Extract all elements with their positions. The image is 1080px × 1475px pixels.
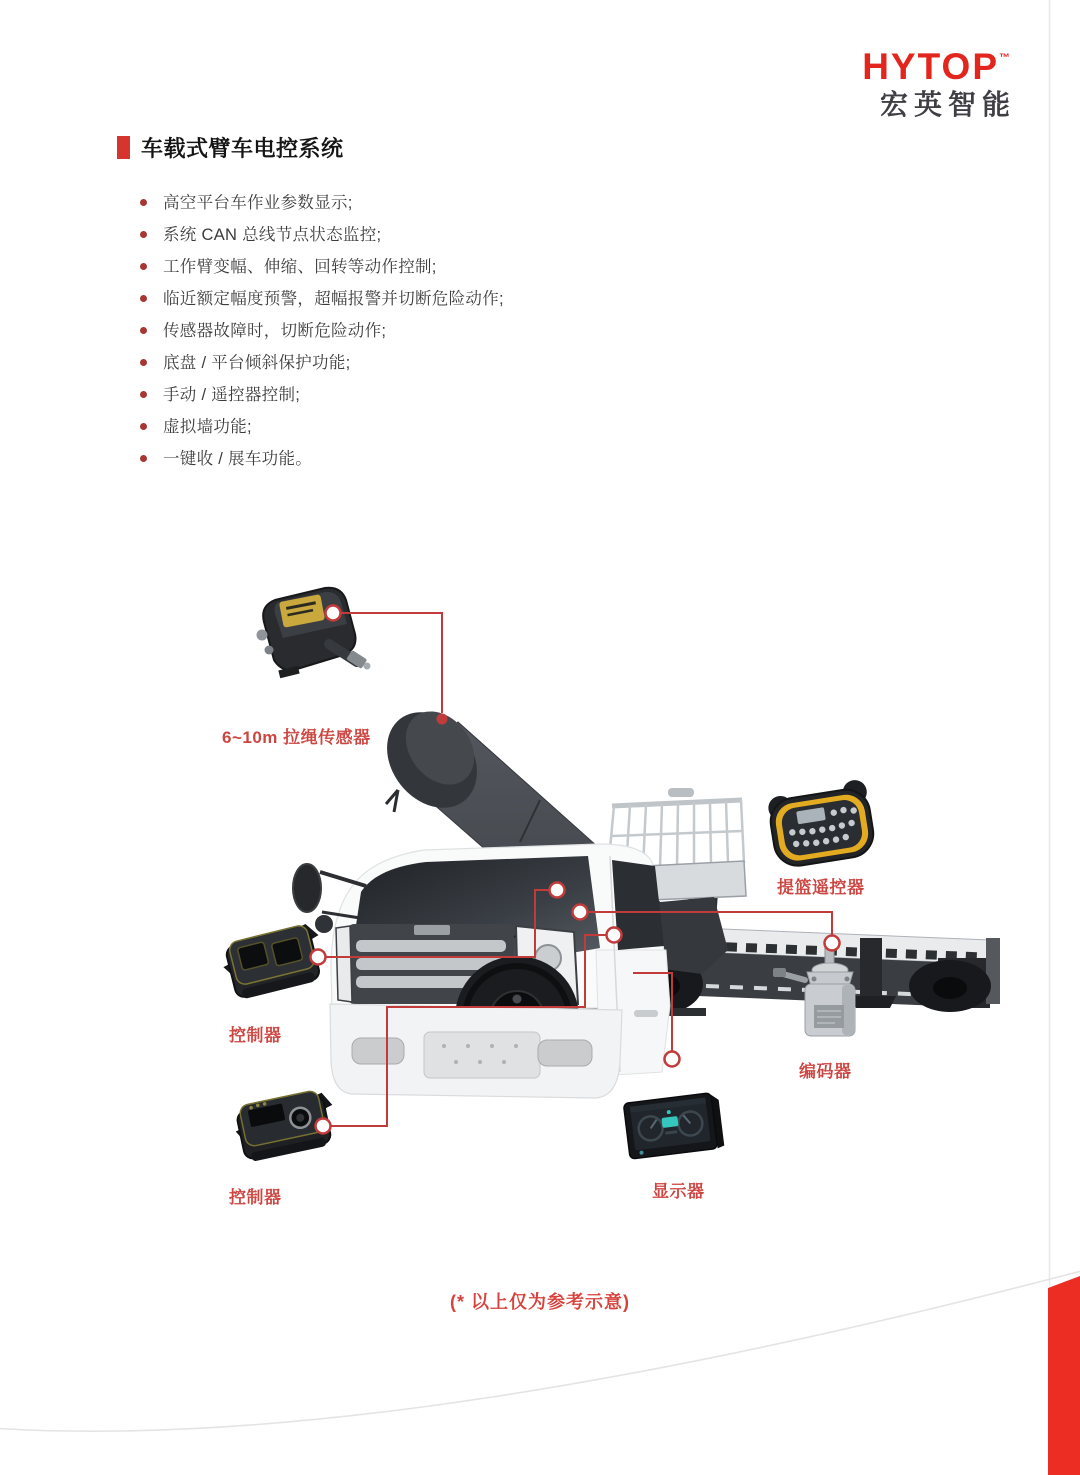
- label-controller-2: 控制器: [229, 1188, 282, 1207]
- feature-item: 临近额定幅度预警，超幅报警并切断危险动作;: [140, 289, 504, 309]
- label-basket-remote: 提篮遥控器: [777, 878, 865, 897]
- reference-footnote: (* 以上仅为参考示意): [450, 1292, 630, 1312]
- bullet-dot: [140, 455, 147, 462]
- title-marker: [117, 136, 130, 159]
- feature-item: 高空平台车作业参数显示;: [140, 193, 504, 213]
- label-rope-sensor: 6~10m 拉绳传感器: [222, 728, 371, 747]
- page-title: 车载式臂车电控系统: [141, 136, 344, 161]
- bullet-dot: [140, 231, 147, 238]
- feature-item: 系统 CAN 总线节点状态监控;: [140, 225, 504, 245]
- bullet-dot: [140, 295, 147, 302]
- feature-item: 虚拟墙功能;: [140, 417, 504, 437]
- trademark-symbol: ™: [999, 52, 1010, 64]
- bullet-dot: [140, 423, 147, 430]
- bullet-dot: [140, 391, 147, 398]
- brand-subtitle: 宏英智能: [879, 89, 1016, 120]
- feature-item: 工作臂变幅、伸缩、回转等动作控制;: [140, 257, 504, 277]
- feature-item: 手动 / 遥控器控制;: [140, 385, 504, 405]
- feature-list: [140, 193, 504, 481]
- feature-item: 一键收 / 展车功能。: [140, 449, 504, 469]
- label-encoder: 编码器: [799, 1062, 852, 1081]
- bullet-dot: [140, 263, 147, 270]
- bullet-dot: [140, 359, 147, 366]
- feature-item: 传感器故障时，切断危险动作;: [140, 321, 504, 341]
- bullet-dot: [140, 199, 147, 206]
- feature-item: 底盘 / 平台倾斜保护功能;: [140, 353, 504, 373]
- label-display: 显示器: [652, 1182, 705, 1201]
- brand-name: HYTOP: [862, 46, 999, 87]
- section-title: [117, 132, 344, 163]
- brand-wordmark: [862, 48, 1010, 85]
- brand-logo: [862, 46, 1016, 120]
- bullet-dot: [140, 327, 147, 334]
- label-controller-1: 控制器: [229, 1026, 282, 1045]
